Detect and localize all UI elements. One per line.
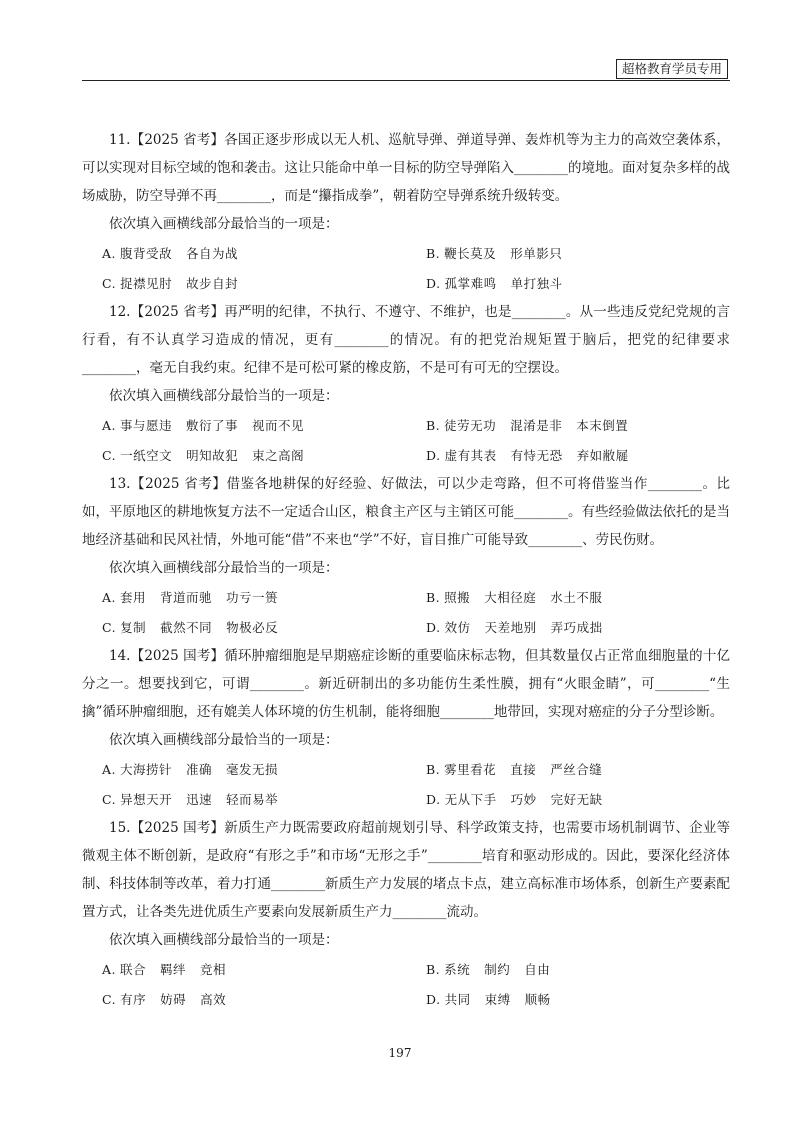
option-c[interactable] [82, 446, 406, 464]
option-word: 有恃无恐 [510, 448, 563, 463]
option-word: 套用 [120, 590, 147, 605]
question-number: 12. [109, 304, 131, 320]
option-word: 严丝合缝 [550, 762, 603, 777]
option-word: 明知故犯 [186, 448, 239, 463]
question-source: 【2025 省考】 [130, 476, 227, 492]
option-word: 束之高阁 [252, 448, 305, 463]
question-stem [82, 298, 730, 382]
option-word: 捉襟见肘 [120, 276, 173, 291]
option-d[interactable] [406, 618, 730, 636]
option-word: 虚有其表 [444, 448, 497, 463]
question-number: 13. [109, 476, 131, 492]
option-word: 一纸空文 [120, 448, 173, 463]
option-word: 联合 [120, 962, 147, 977]
option-row [82, 984, 730, 1014]
option-row [82, 238, 730, 268]
option-letter: D. [426, 620, 441, 635]
option-word: 束缚 [484, 992, 511, 1007]
option-letter: D. [426, 448, 441, 463]
option-word: 复制 [120, 620, 147, 635]
option-word: 敷衍了事 [186, 418, 239, 433]
option-b[interactable] [406, 760, 730, 778]
page-number: 197 [388, 1046, 412, 1060]
question-stem [82, 126, 730, 210]
option-word: 高效 [200, 992, 227, 1007]
question-stem [82, 642, 730, 726]
option-word: 弄巧成拙 [550, 620, 603, 635]
option-word: 直接 [510, 762, 537, 777]
option-a[interactable] [82, 244, 406, 262]
option-word: 单打独斗 [510, 276, 563, 291]
question-prompt: 依次填入画横线部分最恰当的一项是： [109, 216, 339, 232]
option-word: 共同 [444, 992, 471, 1007]
question-number: 14. [109, 648, 131, 664]
option-letter: A. [102, 762, 117, 777]
question-prompt: 依次填入画横线部分最恰当的一项是： [109, 560, 339, 576]
question-text: 再严明的纪律，不执行、不遵守、不维护，也是________。从一些违反党纪党规的言行看，有不认真学习造成的情况，更有________的情况。有的把党治规矩置于脑后，把党的纪律要求________，毫无自我约束。纪律不是可松可紧的橡皮筋，不是可有可无的空摆设。 [82, 304, 730, 376]
option-word: 功亏一篑 [226, 590, 279, 605]
option-letter: A. [102, 246, 117, 261]
option-a[interactable] [82, 960, 406, 978]
option-word: 羁绊 [160, 962, 187, 977]
answer-options [82, 582, 730, 642]
option-letter: B. [426, 762, 441, 777]
option-word: 迅速 [186, 792, 213, 807]
option-word: 形单影只 [510, 246, 563, 261]
option-letter: A. [102, 418, 117, 433]
option-c[interactable] [82, 990, 406, 1008]
option-letter: D. [426, 992, 441, 1007]
option-word: 物极必反 [226, 620, 279, 635]
option-c[interactable] [82, 790, 406, 808]
option-word: 顺畅 [524, 992, 551, 1007]
option-word: 事与愿违 [120, 418, 173, 433]
question-text: 循环肿瘤细胞是早期癌症诊断的重要临床标志物，但其数量仅占正常血细胞量的十亿分之一。想要找到它，可谓________。新近研制出的多功能仿生柔性膜，拥有“火眼金睛”，可________“生擒”循环肿瘤细胞，还有媲美人体环境的仿生机制，能将细胞________地带回，实现对癌症的分子分型诊断。 [82, 648, 730, 720]
option-word: 竞相 [200, 962, 227, 977]
option-word: 视而不见 [252, 418, 305, 433]
option-word: 无从下手 [444, 792, 497, 807]
question-stem [82, 470, 730, 554]
question-source: 【2025 省考】 [130, 304, 225, 320]
question-15 [82, 814, 730, 1014]
option-letter: A. [102, 590, 117, 605]
option-word: 弃如敝屣 [576, 448, 629, 463]
option-letter: B. [426, 590, 441, 605]
question-prompt: 依次填入画横线部分最恰当的一项是： [109, 388, 339, 404]
question-source: 【2025 国考】 [130, 648, 225, 664]
option-c[interactable] [82, 274, 406, 292]
option-word: 巧妙 [510, 792, 537, 807]
answer-options [82, 410, 730, 470]
answer-options [82, 238, 730, 298]
option-word: 系统 [444, 962, 471, 977]
option-word: 毫发无损 [226, 762, 279, 777]
option-word: 照搬 [444, 590, 471, 605]
option-row [82, 784, 730, 814]
option-word: 截然不同 [160, 620, 213, 635]
option-d[interactable] [406, 790, 730, 808]
option-letter: A. [102, 962, 117, 977]
question-prompt: 依次填入画横线部分最恰当的一项是： [109, 732, 339, 748]
option-word: 异想天开 [120, 792, 173, 807]
option-word: 徒劳无功 [444, 418, 497, 433]
question-12 [82, 298, 730, 470]
option-word: 制约 [484, 962, 511, 977]
answer-options [82, 954, 730, 1014]
option-row [82, 954, 730, 984]
question-text: 各国正逐步形成以无人机、巡航导弹、弹道导弹、轰炸机等为主力的高效空袭体系，可以实现对目标空域的饱和袭击。这让只能命中单一目标的防空导弹陷入________的境地。面对复杂多样的战场威胁，防空导弹不再________，而是“攥指成拳”，朝着防空导弹系统升级转变。 [82, 132, 730, 204]
option-a[interactable] [82, 416, 406, 434]
question-text: 新质生产力既需要政府超前规划引导、科学政策支持，也需要市场机制调节、企业等微观主体不断创新，是政府“有形之手”和市场“无形之手”________培育和驱动形成的。因此，要深化经济体制、科技体制等改革，着力打通________新质生产力发展的堵点卡点，建立高标准市场体系，创新生产要素配置方式，让各类先进优质生产要素向发展新质生产力________流动。 [82, 820, 730, 920]
option-word: 腹背受敌 [120, 246, 173, 261]
option-b[interactable] [406, 244, 730, 262]
option-letter: C. [102, 620, 117, 635]
option-letter: B. [426, 962, 441, 977]
option-word: 有序 [120, 992, 147, 1007]
option-word: 大相径庭 [484, 590, 537, 605]
option-word: 本末倒置 [576, 418, 629, 433]
question-stem [82, 814, 730, 926]
option-word: 轻而易举 [226, 792, 279, 807]
option-d[interactable] [406, 274, 730, 292]
option-d[interactable] [406, 990, 730, 1008]
option-b[interactable] [406, 416, 730, 434]
question-14 [82, 642, 730, 814]
question-source: 【2025 省考】 [130, 132, 225, 148]
option-word: 雾里看花 [444, 762, 497, 777]
question-number: 11. [109, 132, 131, 148]
option-letter: C. [102, 276, 117, 291]
question-11 [82, 126, 730, 298]
question-list [82, 126, 730, 1014]
question-number: 15. [109, 820, 131, 836]
option-row [82, 410, 730, 440]
option-letter: D. [426, 792, 441, 807]
option-word: 各自为战 [186, 246, 239, 261]
option-word: 大海捞针 [120, 762, 173, 777]
question-prompt: 依次填入画横线部分最恰当的一项是： [109, 932, 339, 948]
option-row [82, 582, 730, 612]
option-letter: C. [102, 992, 117, 1007]
option-letter: C. [102, 448, 117, 463]
option-row [82, 268, 730, 298]
option-letter: C. [102, 792, 117, 807]
option-word: 孤掌难鸣 [444, 276, 497, 291]
option-a[interactable] [82, 760, 406, 778]
option-word: 背道而驰 [160, 590, 213, 605]
option-word: 故步自封 [186, 276, 239, 291]
option-row [82, 612, 730, 642]
option-c[interactable] [82, 618, 406, 636]
option-b[interactable] [406, 588, 730, 606]
option-word: 自由 [524, 962, 551, 977]
question-13 [82, 470, 730, 642]
option-letter: B. [426, 246, 441, 261]
option-word: 完好无缺 [550, 792, 603, 807]
option-row [82, 440, 730, 470]
option-a[interactable] [82, 588, 406, 606]
option-letter: B. [426, 418, 441, 433]
header-divider [82, 80, 730, 81]
question-text: 借鉴各地耕保的好经验、好做法，可以少走弯路，但不可将借鉴当作________。比如，平原地区的耕地恢复方法不一定适合山区，粮食主产区与主销区可能________。有些经验做法依托的是当地经济基础和民风社情，外地可能“借”不来也“学”不好，盲目推广可能导致________、劳民伤财。 [82, 476, 731, 548]
option-word: 天差地别 [484, 620, 537, 635]
option-word: 水土不服 [550, 590, 603, 605]
question-source: 【2025 国考】 [130, 820, 225, 836]
answer-options [82, 754, 730, 814]
option-row [82, 754, 730, 784]
option-word: 妨碍 [160, 992, 187, 1007]
option-word: 准确 [186, 762, 213, 777]
option-b[interactable] [406, 960, 730, 978]
option-word: 效仿 [444, 620, 471, 635]
option-word: 鞭长莫及 [444, 246, 497, 261]
option-word: 混淆是非 [510, 418, 563, 433]
header-tag: 超格教育学员专用 [616, 59, 728, 79]
option-d[interactable] [406, 446, 730, 464]
option-letter: D. [426, 276, 441, 291]
